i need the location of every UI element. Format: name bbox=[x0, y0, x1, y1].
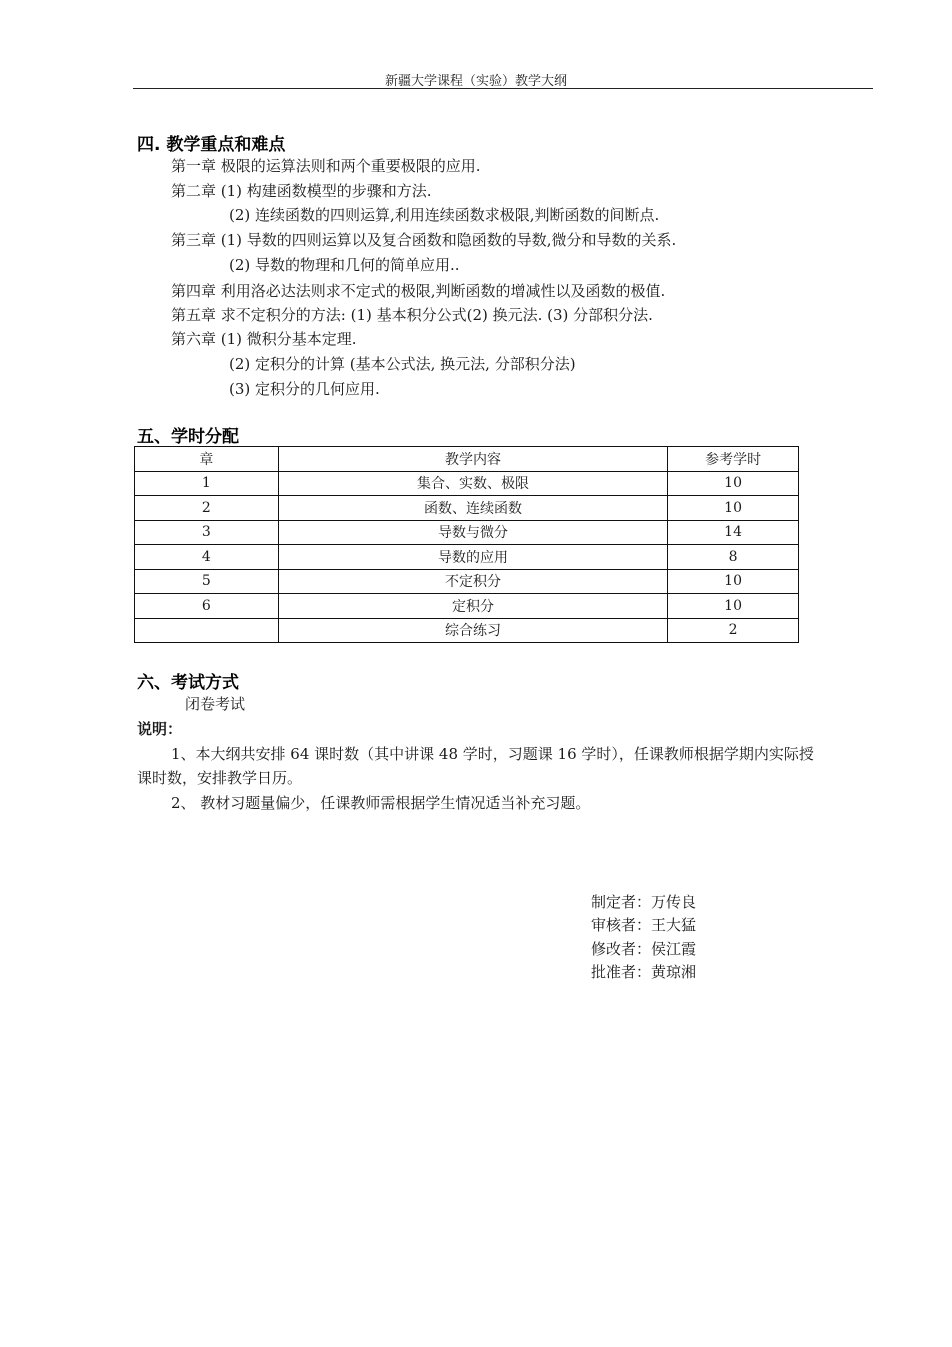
cell-content: 导数的应用 bbox=[278, 545, 667, 570]
section4-title: 四. 教学重点和难点 bbox=[137, 135, 286, 155]
table-row bbox=[135, 569, 799, 594]
hours-table bbox=[134, 446, 799, 643]
page-header: 新疆大学课程（实验）教学大纲 bbox=[384, 74, 567, 89]
table-row bbox=[135, 471, 799, 496]
section5-title: 五、学时分配 bbox=[137, 427, 239, 447]
header-content: 教学内容 bbox=[278, 447, 667, 472]
cell-content: 函数、连续函数 bbox=[278, 496, 667, 521]
header-rule bbox=[133, 88, 873, 89]
cell-content: 集合、实数、极限 bbox=[278, 471, 667, 496]
section4-line: (2) 导数的物理和几何的简单应用.. bbox=[229, 256, 460, 274]
signer-creator: 制定者：万传良 bbox=[591, 893, 697, 911]
section4-line: (2) 定积分的计算 (基本公式法, 换元法, 分部积分法) bbox=[229, 355, 576, 373]
cell-hours: 8 bbox=[668, 545, 799, 570]
cell-chapter bbox=[135, 618, 279, 643]
cell-chapter: 4 bbox=[135, 545, 279, 570]
section6-title: 六、考试方式 bbox=[137, 673, 239, 693]
note-paragraph-1: 1、本大纲共安排 64 课时数（其中讲课 48 学时，习题课 16 学时），任课教师根据学期内实际授 bbox=[171, 745, 814, 763]
table-row bbox=[135, 545, 799, 570]
header-chapter: 章 bbox=[135, 447, 279, 472]
cell-content: 不定积分 bbox=[278, 569, 667, 594]
table-header-row bbox=[135, 447, 799, 472]
cell-content: 导数与微分 bbox=[278, 520, 667, 545]
signer-editor: 修改者：侯江霞 bbox=[591, 940, 697, 958]
signer-reviewer: 审核者：王大猛 bbox=[591, 916, 697, 934]
cell-content: 定积分 bbox=[278, 594, 667, 619]
section4-line: 第六章 (1) 微积分基本定理. bbox=[171, 330, 357, 348]
cell-chapter: 2 bbox=[135, 496, 279, 521]
cell-chapter: 1 bbox=[135, 471, 279, 496]
cell-hours: 10 bbox=[668, 496, 799, 521]
cell-content: 综合练习 bbox=[278, 618, 667, 643]
header-hours: 参考学时 bbox=[668, 447, 799, 472]
note-paragraph-2: 2、 教材习题量偏少，任课教师需根据学生情况适当补充习题。 bbox=[171, 794, 591, 812]
signer-approver: 批准者：黄琼湘 bbox=[591, 963, 697, 981]
cell-hours: 10 bbox=[668, 471, 799, 496]
cell-hours: 14 bbox=[668, 520, 799, 545]
table-row bbox=[135, 594, 799, 619]
table-row bbox=[135, 496, 799, 521]
table-row bbox=[135, 618, 799, 643]
section4-line: 第五章 求不定积分的方法: (1) 基本积分公式(2) 换元法. (3) 分部积分法. bbox=[171, 306, 653, 324]
notes-title: 说明： bbox=[137, 720, 183, 738]
cell-chapter: 3 bbox=[135, 520, 279, 545]
section4-line: (2) 连续函数的四则运算,利用连续函数求极限,判断函数的间断点. bbox=[229, 206, 660, 224]
section4-line: 第二章 (1) 构建函数模型的步骤和方法. bbox=[171, 182, 432, 200]
section4-line: 第四章 利用洛必达法则求不定式的极限,判断函数的增减性以及函数的极值. bbox=[171, 282, 666, 300]
note-paragraph-1-cont: 课时数，安排教学日历。 bbox=[137, 769, 303, 787]
exam-method: 闭卷考试 bbox=[185, 695, 246, 713]
cell-hours: 10 bbox=[668, 569, 799, 594]
cell-chapter: 6 bbox=[135, 594, 279, 619]
cell-hours: 2 bbox=[668, 618, 799, 643]
table-row bbox=[135, 520, 799, 545]
section4-line: 第一章 极限的运算法则和两个重要极限的应用. bbox=[171, 157, 481, 175]
section4-line: 第三章 (1) 导数的四则运算以及复合函数和隐函数的导数,微分和导数的关系. bbox=[171, 231, 677, 249]
section4-line: (3) 定积分的几何应用. bbox=[229, 380, 380, 398]
cell-chapter: 5 bbox=[135, 569, 279, 594]
cell-hours: 10 bbox=[668, 594, 799, 619]
